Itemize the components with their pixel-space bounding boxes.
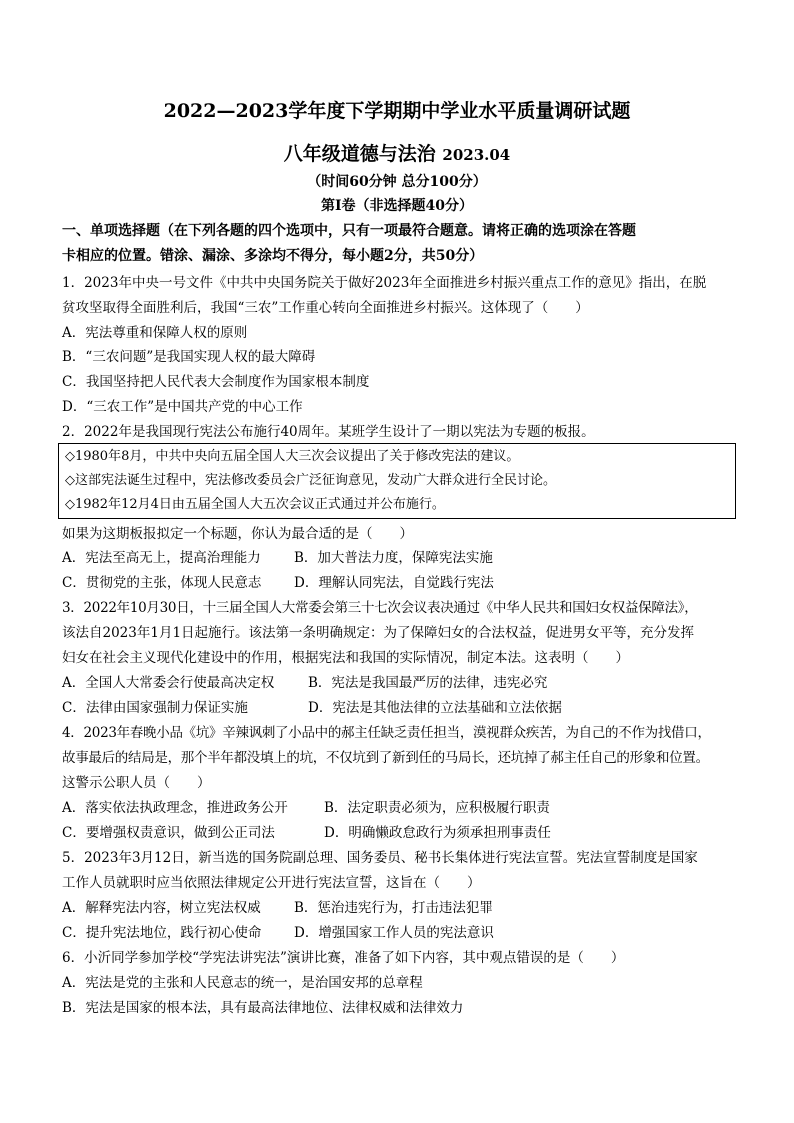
exam-subtitle — [0, 141, 794, 168]
q5-option-b: B．惩治违宪行为，打击违法犯罪 — [294, 900, 493, 916]
q6-stem-line1: 6．小沂同学参加学校“学宪法讲宪法”演讲比赛，准备了如下内容，其中观点错误的是（ ） — [62, 950, 625, 966]
exam-date: 2023.04 — [442, 146, 511, 164]
q2-stem-line1: 2．2022年是我国现行宪法公布施行40周年。某班学生设计了一期以宪法为专题的板报。 — [62, 424, 595, 440]
q2-box-item-2: ◇这部宪法诞生过程中，宪法修改委员会广泛征询意见，发动广大群众进行全民讨论。 — [65, 473, 556, 488]
q3-stem-line3: 妇女在社会主义现代化建设中的作用，根据宪法和我国的实际情况，制定本法。这表明（ ） — [62, 650, 629, 666]
q5-stem-line1: 5．2023年3月12日，新当选的国务院副总理、国务委员、秘书长集体进行宪法宣誓。宪法宣誓制度是国家 — [62, 850, 698, 866]
q1-option-d: D．“三农工作”是中国共产党的中心工作 — [62, 399, 303, 415]
section-heading-line2: 卡相应的位置。错涂、漏涂、多涂均不得分，每小题2分，共50分） — [62, 248, 484, 264]
q5-stem-line2: 工作人员就职时应当依照法律规定公开进行宪法宣誓，这旨在（ ） — [62, 875, 481, 891]
section-heading-line1: 一、单项选择题（在下列各题的四个选项中，只有一项最符合题意。请将正确的选项涂在答题 — [62, 223, 636, 239]
q2-stem-line2: 如果为这期板报拟定一个标题，你认为最合适的是（ ） — [62, 526, 413, 542]
q1-stem-line1: 1．2023年中央一号文件《中共中央国务院关于做好2023年全面推进乡村振兴重点工作的意见》指出，在脱 — [62, 275, 707, 291]
q3-option-d: D．宪法是其他法律的立法基础和立法依据 — [308, 700, 562, 716]
time-info: （时间60分钟 总分100分） — [307, 174, 487, 190]
q3-stem-line1: 3．2022年10月30日，十三届全国人大常委会第三十七次会议表决通过《中华人民共和国妇女权益保障法》， — [62, 600, 698, 616]
q4-stem-line1: 4．2023年春晚小品《坑》辛辣讽刺了小品中的郝主任缺乏责任担当，漠视群众疾苦，为自己的不作为找借口， — [62, 725, 711, 741]
q1-option-a: A．宪法尊重和保障人权的原则 — [62, 325, 248, 341]
q3-stem-line2: 该法自2023年1月1日起施行。该法第一条明确规定：为了保障妇女的合法权益，促进男女平等，充分发挥 — [62, 625, 695, 641]
q5-option-d: D．增强国家工作人员的宪法意识 — [294, 925, 494, 941]
q4-stem-line3: 这警示公职人员（ ） — [62, 775, 211, 791]
q1-option-b: B．“三农问题”是我国实现人权的最大障碍 — [62, 349, 316, 365]
exam-title: 2022—2023学年度下学期期中学业水平质量调研试题 — [163, 100, 631, 122]
q4-option-d: D．明确懒政怠政行为须承担刑事责任 — [324, 825, 551, 841]
q1-stem-line2: 贫攻坚取得全面胜利后，我国“三农”工作重心转向全面推进乡村振兴。这体现了（ ） — [62, 300, 589, 316]
q4-option-b: B．法定职责必须为，应积极履行职责 — [324, 800, 550, 816]
q4-option-a: A．落实依法执政理念，推进政务公开 — [62, 800, 288, 816]
q3-option-c: C．法律由国家强制力保证实施 — [62, 700, 248, 716]
q5-option-c: C．提升宪法地位，践行初心使命 — [62, 925, 262, 941]
q2-option-b: B．加大普法力度，保障宪法实施 — [294, 550, 493, 566]
q2-option-c: C．贯彻党的主张，体现人民意志 — [62, 575, 262, 591]
q4-stem-line2: 故事最后的结局是，那个半年都没填上的坑，不仅坑到了新到任的马局长，还坑掉了郝主任自己的形象和位置。 — [62, 750, 709, 766]
q2-box-item-1: ◇1980年8月，中共中央向五届全国人大三次会议提出了关于修改宪法的建议。 — [65, 449, 520, 464]
subject-name: 八年级道德与法治 — [283, 143, 436, 165]
q6-option-b: B．宪法是国家的根本法，具有最高法律地位、法律权威和法律效力 — [62, 1000, 464, 1016]
q2-option-a: A．宪法至高无上，提高治理能力 — [62, 550, 261, 566]
q3-option-a: A．全国人大常委会行使最高决定权 — [62, 675, 275, 691]
q1-option-c: C．我国坚持把人民代表大会制度作为国家根本制度 — [62, 374, 370, 390]
q2-blackboard-box — [58, 443, 736, 519]
q4-option-c: C．要增强权责意识，做到公正司法 — [62, 825, 275, 841]
q2-option-d: D．理解认同宪法，自觉践行宪法 — [294, 575, 494, 591]
q2-box-item-3: ◇1982年12月4日由五届全国人大五次会议正式通过并公布施行。 — [65, 497, 445, 512]
q5-option-a: A．解释宪法内容，树立宪法权威 — [62, 900, 261, 916]
q6-option-a: A．宪法是党的主张和人民意志的统一，是治国安邦的总章程 — [62, 975, 423, 991]
part-title: 第Ⅰ卷（非选择题40分） — [320, 198, 474, 214]
q3-option-b: B．宪法是我国最严厉的法律，违宪必究 — [308, 675, 548, 691]
